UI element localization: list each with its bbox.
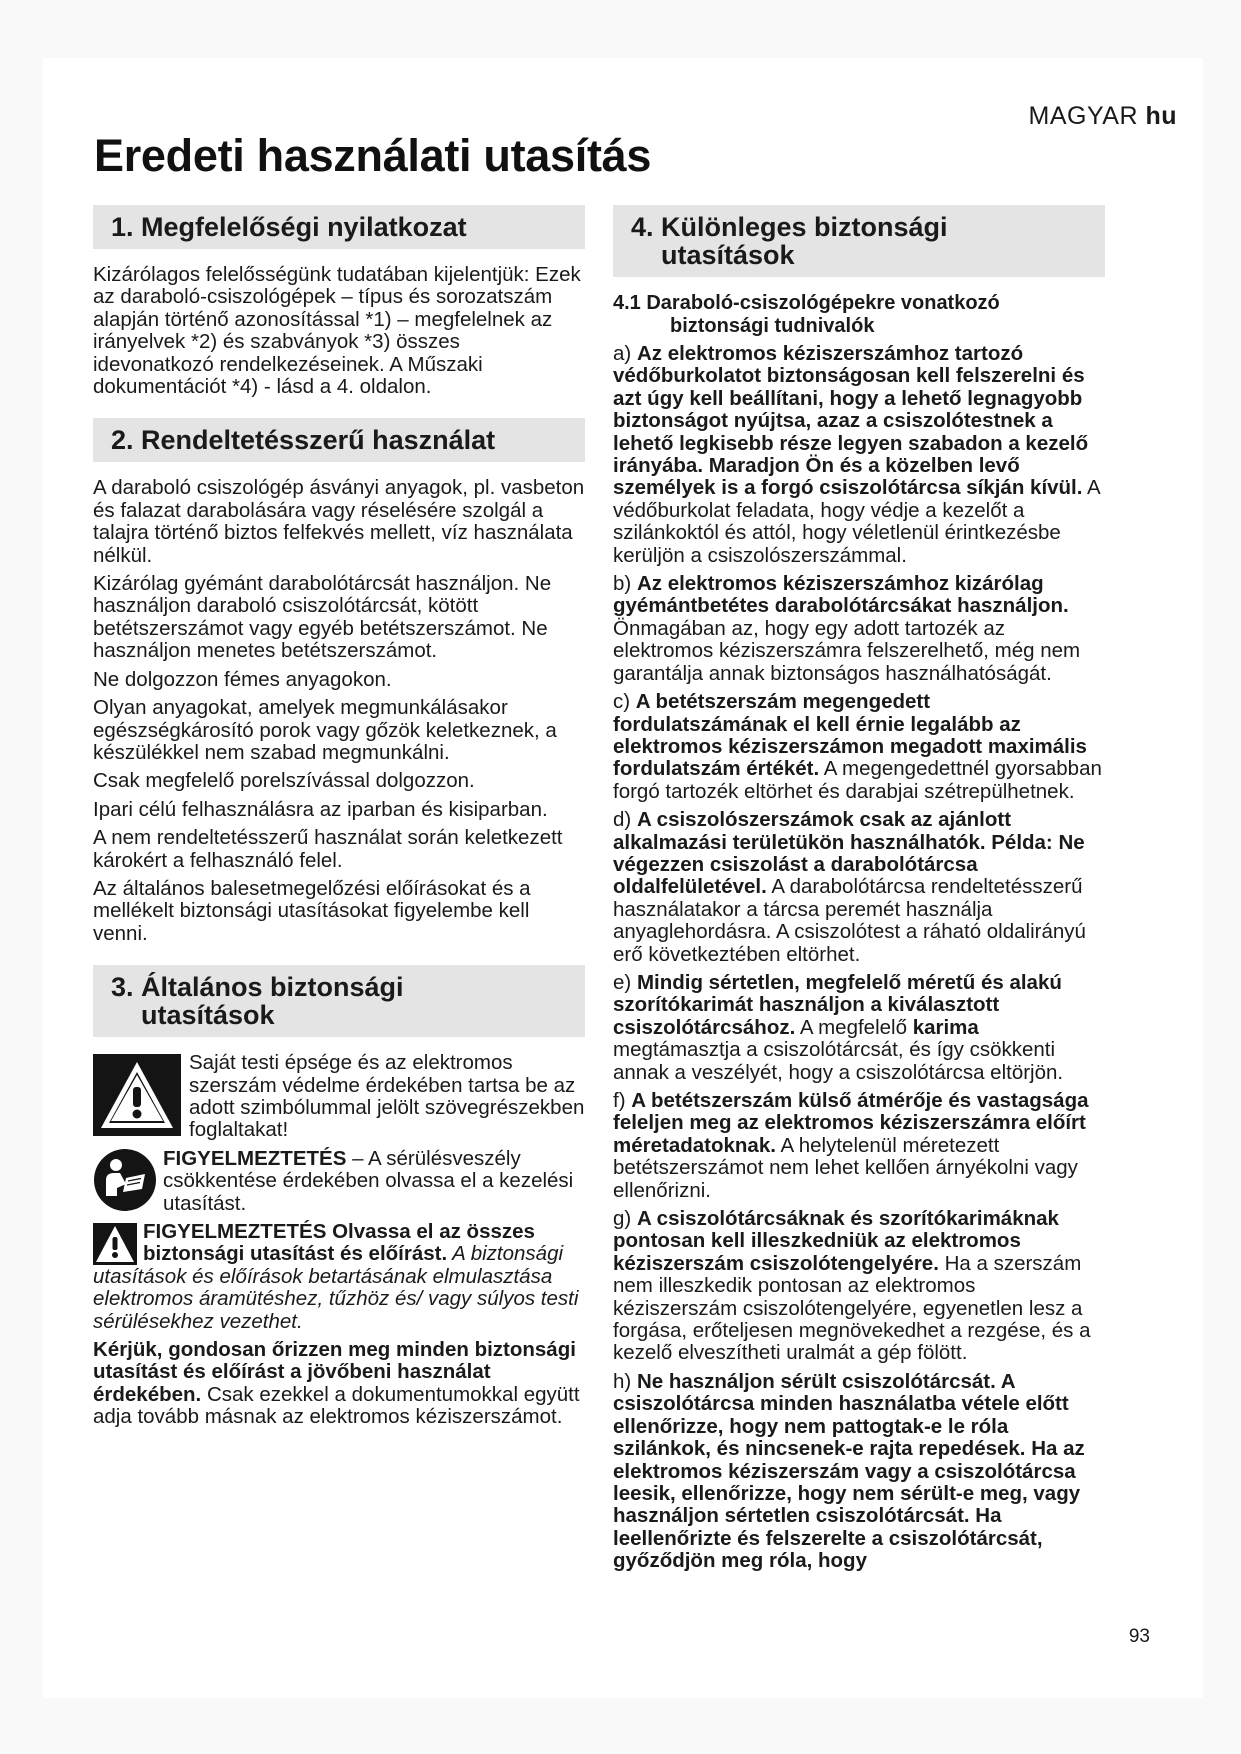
item-bold: Az elektromos kéziszerszámhoz tartozó védőburkolatot biztonságosan kell felszerelni és azt úgy kell beállítani, hogy a lehető legnagyobb biztonságot nyújtsa, azaz a csiszolótestnek a lehető legkisebb része legyen szabadon a kezelő irányába. Maradjon Ön és a közelben levő személyek is a forgó csiszolótárcsa síkján kívül. [613,342,1089,500]
item-b [613,573,1105,685]
section-2-paragraph: A nem rendeltetésszerű használat során keletkezett károkért a felhasználó felel. [93,826,563,872]
keep-instructions-bold: Kérjük, gondosan őrizzen meg minden biztonsági utasítást és előírást a jövőbeni használat érdekében. [93,1338,576,1406]
section-3-heading [93,965,585,1037]
safety-symbol-block [93,1052,585,1142]
item-label: h) [613,1369,637,1393]
item-e [613,972,1105,1084]
safety-symbol-text: Saját testi épsége és az elektromos szerszám védelme érdekében tartsa be az adott szimbólummal jelölt szövegrészekben foglaltakat! [189,1051,585,1142]
item-label: f) [613,1089,632,1112]
item-d [613,809,1105,966]
language-code: hu [1145,102,1177,130]
subsection-heading-line2: biztonsági tudnivalók [670,314,875,337]
section-2-paragraph: Kizárólag gyémánt darabolótárcsát használjon. Ne használjon daraboló csiszolótárcsát, kötött betétszerszámot vagy egyéb betétszerszámot. Ne használjon menetes betétszerszámot. [93,572,552,663]
item-text: A darabolótárcsa rendeltetésszerű használatakor a tárcsa peremét használja anyaglehordásra. A csiszolótest a ráható oldalirányú erő következtében eltörhet. [613,875,1086,966]
read-manual-icon [93,1148,157,1212]
section-2-paragraph: Csak megfelelő porelszívással dolgozzon. [93,769,475,793]
section-4-heading-line1: 4. Különleges biztonsági [631,212,948,242]
warning-triangle-icon [93,1054,181,1136]
general-warning-italic: A biztonsági utasítások és előírások betartásának elmulasztása elektromos áramütéshez, tűzhöz és/ vagy súlyos testi sérülésekhez vezethet. [93,1242,579,1333]
left-column [93,205,585,1435]
section-2-paragraph: A daraboló csiszológép ásványi anyagok, pl. vasbeton és falazat darabolására vagy réselésére szolgál a talajra történő biztos felfekvés mellett, víz használata nélkül. [93,476,585,567]
item-text: A helytelenül méretezett betétszerszámot nem lehet kellően árnyékolni vagy ellenőrizni. [613,1133,1078,1202]
item-label: e) [613,970,637,994]
section-2-paragraph: Olyan anyagokat, amelyek megmunkálásakor egészségkárosító porok vagy gőzök keletkeznek, a készülékkel nem szabad megmunkálni. [93,696,557,764]
page-title: Eredeti használati utasítás [94,130,652,181]
item-bold: A csiszolószerszámok csak az ajánlott alkalmazási területükön használhatók. Példa: Ne végezzen csiszolást a darabolótárcsa oldalfelületével. [613,808,1085,899]
section-2-paragraph: Ipari célú felhasználásra az iparban és kisiparban. [93,797,548,821]
item-text: megtámasztja a csiszolótárcsát, és így csökkenti annak a veszélyét, hogy a csiszolótárcsa eltörjön. [613,1038,1064,1084]
section-1-text: Kizárólagos felelősségünk tudatában kijelentjük: Ezek az daraboló-csiszológépek – típus és sorozatszám alapján történő azonosítással *1) – megfelelnek az irányelvek *2) és szabványok *3) összes idevonatkozó rendelkezéseinek. A Műszaki dokumentációt *4) - lásd a 4. oldalon. [93,263,581,399]
section-3-heading-line1: 3. Általános biztonsági [111,972,404,1003]
item-text: A védőburkolat feladata, hogy védje a kezelőt a szilánkoktól és attól, hogy véletlenül érintkezésbe kerüljön a csiszolószerszámmal. [613,476,1100,567]
item-text: Önmagában az, hogy egy adott tartozék az elektromos kéziszerszámra felszerelhető, még nem garantálja annak biztonságos használhatóságát. [613,616,1081,685]
item-label: g) [613,1207,637,1231]
subsection-heading-line1: 4.1 Daraboló-csiszológépekre vonatkozó [613,292,1000,314]
item-bold: A csiszolótárcsáknak és szorítókarimáknak pontosan kell illeszkedniük az elektromos kéziszerszám csiszolótengelyére. [613,1207,1059,1275]
item-h [613,1371,1105,1573]
item-label: c) [613,690,636,714]
item-text: Ha a szerszám nem illeszkedik pontosan az elektromos kéziszerszám csiszolótengelyére, egyenetlen lesz a forgása, erőteljesen megnövekedhet a rezgése, és a kezelő elveszítheti uralmát a gép fölött. [613,1251,1091,1365]
item-bold: Ne használjon sérült csiszolótárcsát. A csiszolótárcsa minden használatba vétele előtt ellenőrizze, hogy nem pattogtak-e le róla szilánkok, és nincsenek-e rajta repedések. Ha az elektromos kéziszerszám vagy a csiszolótárcsa leesik, ellenőrizze, hogy nem sérült-e meg, vagy használjon sértetlen csiszolótárcsát. Ha leellenőrizte és felszerelte a csiszolótárcsát, győződjön meg róla, hogy [613,1369,1085,1573]
item-text: A megfelelő [795,1015,913,1039]
language-name: MAGYAR [1028,102,1138,130]
item-g [613,1208,1105,1365]
page-number: 93 [1128,1626,1150,1647]
section-2-paragraph: Az általános balesetmegelőzési előírásokat és a mellékelt biztonsági utasításokat figyelembe kell venni. [93,876,531,945]
keep-instructions-paragraph [93,1339,585,1429]
item-bold-inline: karima [912,1015,979,1039]
subsection-4-1-heading [613,292,1105,337]
read-manual-text [163,1148,585,1215]
item-bold: A betétszerszám külső átmérője és vastagsága feleljen meg az elektromos kéziszerszámra előírt méretadatoknak. [613,1089,1089,1157]
item-text: A megengedettnél gyorsabban forgó tartozék eltörhet és darabjai szétrepülhetnek. [613,757,1102,803]
section-1-heading: 1. Megfelelőségi nyilatkozat [93,205,585,249]
warning-text: – A sérülésveszély csökkentése érdekében olvassa el a kezelési utasítást. [163,1146,574,1215]
general-warning-paragraph [93,1221,585,1333]
item-f [613,1090,1105,1202]
item-a [613,343,1105,567]
item-label: b) [613,572,637,596]
item-label: d) [613,808,637,832]
section-4-heading-line2: utasítások [661,240,795,270]
language-label [1029,102,1178,131]
keep-instructions-text: Csak ezekkel a dokumentumokkal együtt adja tovább másnak az elektromos kéziszerszámot. [93,1382,580,1429]
section-2-paragraph: Ne dolgozzon fémes anyagokon. [93,667,392,691]
right-column [613,205,1105,1579]
item-bold: A betétszerszám megengedett fordulatszámának el kell érnie legalább az elektromos kéziszerszámon megadott maximális fordulatszám értékét. [613,690,1087,781]
section-2-heading: 2. Rendeltetésszerű használat [93,418,585,462]
warning-triangle-small-icon [93,1223,137,1265]
item-label: a) [613,342,637,365]
warning-label: FIGYELMEZTETÉS [163,1146,347,1170]
section-3-heading-line2: utasítások [141,1000,275,1031]
item-c [613,691,1105,803]
section-4-heading [613,205,1105,277]
general-warning-bold: FIGYELMEZTETÉS Olvassa el az összes biztonsági utasítást és előírást. [143,1220,535,1266]
read-manual-block [93,1148,585,1215]
item-bold: Az elektromos kéziszerszámhoz kizárólag gyémántbetétes darabolótárcsákat használjon. [613,572,1069,618]
item-bold: Mindig sértetlen, megfelelő méretű és alakú szorítókarimát használjon a kiválasztott csiszolótárcsához. [613,970,1062,1039]
